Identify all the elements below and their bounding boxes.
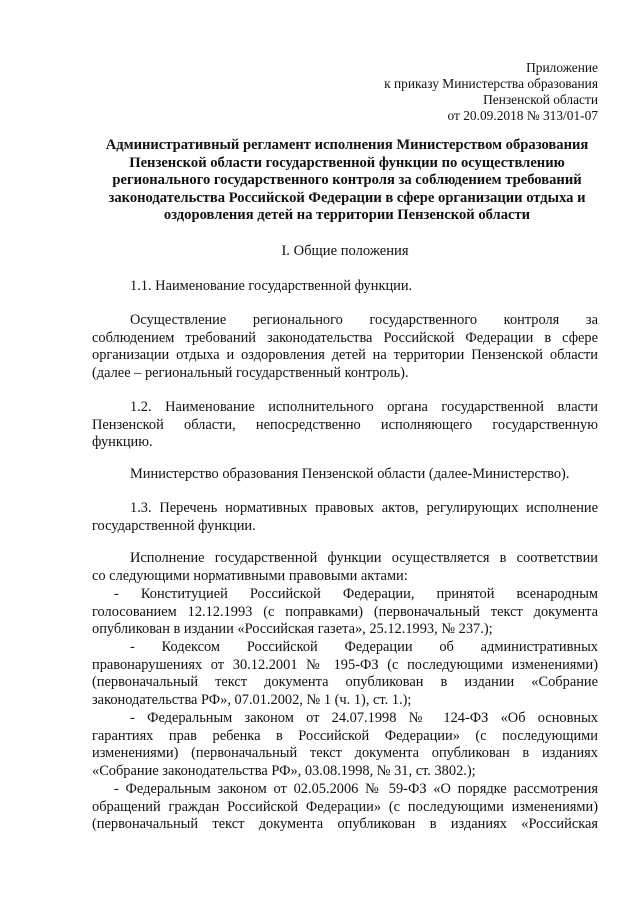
appendix-line: от 20.09.2018 № 313/01-07: [447, 108, 598, 123]
text-line: соблюдением требований законодательства Российской Федерации в сфере: [92, 329, 598, 346]
text-line: 1.2. Наименование исполнительного органа государственной власти: [130, 399, 598, 415]
paragraph-1-2-body: Министерство образования Пензенской области (далее-Министерство).: [130, 466, 570, 482]
paragraph-1-3-intro: [92, 550, 598, 585]
paragraph-1-3-heading: [92, 500, 598, 535]
text-line: (первоначальный текст документа опубликован в издании «Собрание: [92, 674, 598, 691]
title-line: регионального государственного контроля за соблюдением требований: [112, 172, 582, 189]
list-item-constitution: [92, 586, 598, 639]
appendix-header: [384, 60, 598, 124]
text-line: со следующими нормативными правовыми актами:: [92, 567, 408, 584]
section-heading: I. Общие положения: [281, 243, 409, 259]
text-line: функцию.: [92, 434, 153, 451]
appendix-line: Приложение: [526, 60, 598, 75]
text-line: обращений граждан Российской Федерации» (с последующими изменениями): [92, 798, 598, 815]
text-line: - Федеральным законом от 02.05.2006 № 59-ФЗ «О порядке рассмотрения: [114, 781, 598, 797]
text-line: Осуществление регионального государственного контроля за: [130, 312, 598, 328]
text-line: «Собрание законодательства РФ», 03.08.1998, № 31, ст. 3802.);: [92, 762, 476, 779]
text-line: (далее – региональный государственный контроль).: [92, 364, 409, 381]
text-line: Исполнение государственной функции осуществляется в соответствии: [130, 550, 598, 566]
text-line: (первоначальный текст документа опубликован в изданиях «Российская: [92, 816, 598, 833]
list-item-law-59: [92, 781, 598, 834]
text-line: - Кодексом Российской Федерации об административных: [130, 639, 598, 655]
list-item-law-124: [92, 710, 598, 780]
paragraph-1-2-heading: [92, 399, 598, 452]
document-title: [88, 137, 606, 225]
text-line: Пензенской области, непосредственно исполняющего государственную: [92, 416, 598, 433]
text-line: законодательства РФ», 07.01.2002, № 1 (ч. 1), ст. 1.);: [92, 691, 412, 708]
title-line: законодательства Российской Федерации в сфере организации отдыха и: [108, 189, 586, 206]
text-line: государственной функции.: [92, 517, 256, 534]
title-line: Административный регламент исполнения Министерством образования: [105, 137, 589, 153]
appendix-line: к приказу Министерства образования: [384, 76, 598, 91]
title-line: оздоровления детей на территории Пензенской области: [163, 207, 531, 224]
text-line: организации отдыха и оздоровления детей на территории Пензенской области: [92, 347, 598, 364]
text-line: гарантиях прав ребенка в Российской Федерации» (с последующими: [92, 727, 598, 744]
text-line: изменениями) (первоначальный текст документа опубликован в изданиях: [92, 745, 598, 762]
text-line: - Конституцией Российской Федерации, принятой всенародным: [114, 586, 598, 602]
list-item-koap: [92, 639, 598, 709]
text-line: - Федеральным законом от 24.07.1998 № 124-ФЗ «Об основных: [130, 710, 598, 726]
text-line: опубликован в издании «Российская газета», 25.12.1993, № 237.);: [92, 621, 493, 638]
text-line: правонарушениях от 30.12.2001 № 195-ФЗ (с последующими изменениями): [92, 656, 598, 673]
text-line: 1.3. Перечень нормативных правовых актов, регулирующих исполнение: [130, 500, 598, 516]
paragraph-1-1-heading: 1.1. Наименование государственной функции.: [130, 278, 413, 294]
text-line: голосованием 12.12.1993 (с поправками) (первоначальный текст документа: [92, 603, 598, 620]
paragraph-1-1-body: [92, 312, 598, 382]
appendix-line: Пензенской области: [483, 92, 598, 107]
title-line: Пензенской области государственной функции по осуществлению: [129, 154, 565, 171]
